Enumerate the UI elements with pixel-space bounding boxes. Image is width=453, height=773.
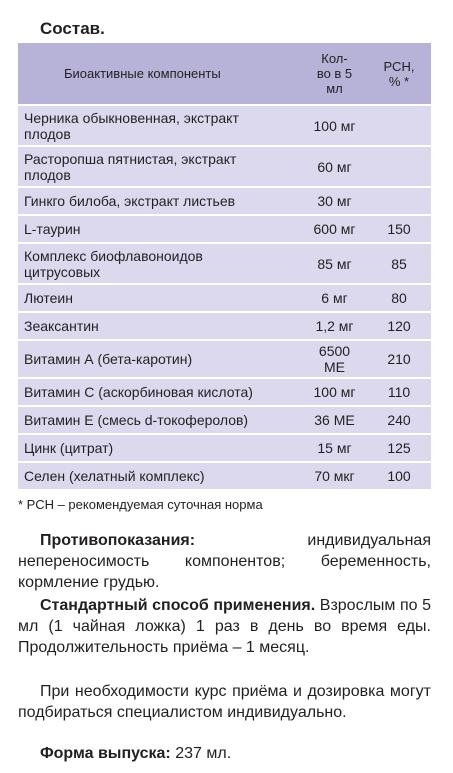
header-amount-line3: мл — [326, 81, 343, 96]
table-row — [18, 215, 431, 243]
table-header-row — [18, 43, 431, 105]
cell-rsn: 100 — [367, 462, 431, 489]
cell-component-line2: плодов — [24, 125, 71, 142]
cell-component: Гинкго билоба, экстракт листьев — [18, 187, 302, 215]
cell-component-line1: Черника обыкновенная, экстракт — [24, 109, 239, 126]
table-row — [18, 406, 431, 434]
composition-table — [18, 43, 431, 489]
table-row — [18, 105, 431, 146]
cell-component: Цинк (цитрат) — [18, 434, 302, 462]
cell-amount: 15 мг — [302, 434, 367, 462]
cell-component-line2: плодов — [24, 166, 71, 183]
cell-rsn: 150 — [367, 215, 431, 243]
cell-rsn — [367, 146, 431, 187]
cell-rsn: 120 — [367, 312, 431, 340]
header-components: Биоактивные компоненты — [18, 43, 302, 105]
cell-amount: 30 мг — [302, 187, 367, 215]
release-form-paragraph — [18, 743, 431, 764]
usage-text: Взрослым по 5 мл (1 чайная ложка) 1 раз в день во время еды. Продолжительность приёма – 1 месяц. — [18, 597, 431, 656]
header-amount-line1: Кол- — [321, 51, 348, 66]
cell-component: L-таурин — [18, 215, 302, 243]
cell-amount: 100 мг — [302, 105, 367, 146]
cell-component-line1: Комплекс биофлавоноидов — [24, 247, 203, 264]
note-paragraph — [18, 681, 431, 723]
usage-paragraph — [18, 595, 431, 658]
cell-component — [18, 146, 302, 187]
table-row — [18, 146, 431, 187]
table-row — [18, 340, 431, 378]
contraindications-text: индивидуальная непереносимость компонентов; беременность, кормление грудью. — [18, 532, 431, 591]
cell-component: Витамин Е (смесь d-токоферолов) — [18, 406, 302, 434]
cell-amount: 600 мг — [302, 215, 367, 243]
cell-rsn — [367, 105, 431, 146]
cell-rsn: 80 — [367, 284, 431, 312]
cell-rsn — [367, 187, 431, 215]
cell-component: Селен (хелатный комплекс) — [18, 462, 302, 489]
header-rsn-line2: % * — [388, 73, 410, 89]
table-row — [18, 312, 431, 340]
cell-amount: 60 мг — [302, 146, 367, 187]
contraindications-paragraph — [18, 530, 431, 593]
cell-amount-line2: МЕ — [324, 359, 345, 375]
cell-component: Витамин С (аскорбиновая кислота) — [18, 378, 302, 406]
cell-amount: 100 мг — [302, 378, 367, 406]
table-row — [18, 462, 431, 489]
footnote: * РСН – рекомендуемая суточная норма — [18, 497, 263, 512]
cell-amount-line1: 6500 — [318, 343, 351, 359]
table-row — [18, 284, 431, 312]
cell-component-line1: Расторопша пятнистая, экстракт — [24, 150, 237, 167]
cell-amount: 1,2 мг — [302, 312, 367, 340]
usage-label: Стандартный способ применения. — [40, 597, 316, 614]
cell-amount: 85 мг — [302, 243, 367, 284]
release-form-text: 237 мл. — [170, 745, 232, 762]
cell-amount: 6 мг — [302, 284, 367, 312]
table-row — [18, 378, 431, 406]
header-amount-line2: во в 5 — [316, 66, 353, 81]
cell-rsn: 125 — [367, 434, 431, 462]
table-row — [18, 187, 431, 215]
cell-amount: 70 мкг — [302, 462, 367, 489]
cell-rsn: 210 — [367, 340, 431, 378]
table-row — [18, 243, 431, 284]
header-rsn — [367, 43, 431, 105]
header-amount — [302, 43, 367, 105]
release-form-label: Форма выпуска: — [40, 745, 171, 762]
cell-amount — [302, 340, 367, 378]
section-title: Состав. — [40, 19, 105, 38]
cell-component — [18, 243, 302, 284]
cell-rsn: 85 — [367, 243, 431, 284]
contraindications-label: Противопоказания: — [40, 532, 196, 549]
cell-component: Зеаксантин — [18, 312, 302, 340]
cell-component-line2: цитрусовых — [24, 263, 101, 280]
cell-rsn: 240 — [367, 406, 431, 434]
cell-component: Витамин А (бета-каротин) — [18, 340, 302, 378]
note-text: При необходимости курс приёма и дозировка могут подбираться специалистом индивидуально. — [18, 683, 431, 721]
cell-rsn: 110 — [367, 378, 431, 406]
cell-amount: 36 МЕ — [302, 406, 367, 434]
table-row — [18, 434, 431, 462]
cell-component: Лютеин — [18, 284, 302, 312]
cell-component — [18, 105, 302, 146]
header-rsn-line1: РСН, — [383, 58, 415, 74]
